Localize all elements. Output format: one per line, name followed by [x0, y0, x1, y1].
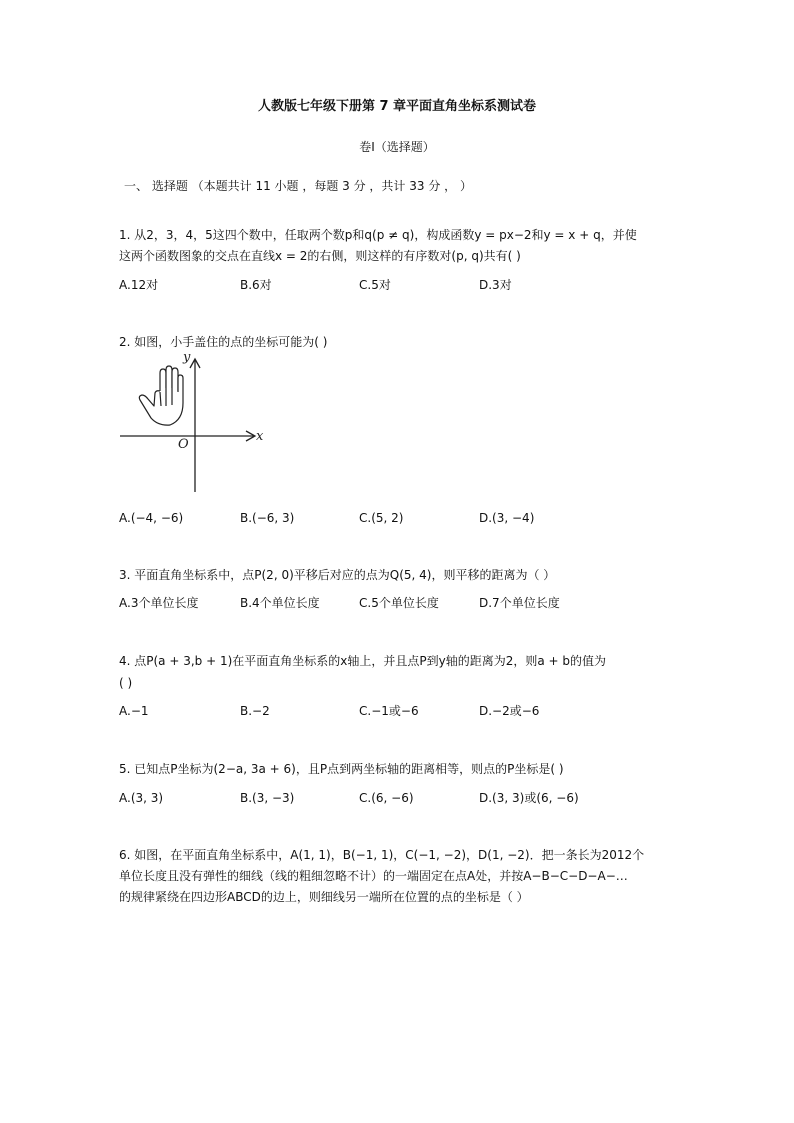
page-title: 人教版七年级下册第 7 章平面直角坐标系测试卷	[257, 99, 537, 114]
question-text-line: 1. 从2，3，4，5这四个数中，任取两个数p和q(p ≠ q)，构成函数y = px−2和y = x + q，并使	[119, 228, 637, 242]
question-text-line: 这两个函数图象的交点在直线x = 2的右侧，则这样的有序数对(p, q)共有( )	[119, 249, 521, 263]
hand-icon	[139, 366, 183, 425]
question-text-line: 单位长度且没有弹性的细线（线的粗细忽略不计）的一端固定在点A处，并按A−B−C−D−A−…	[119, 869, 628, 883]
option-a: A.3个单位长度	[119, 596, 199, 610]
y-axis-label: y	[183, 350, 191, 365]
option-a: A.12对	[119, 278, 159, 292]
option-b: B.(−6, 3)	[240, 511, 295, 525]
option-a: A.(−4, −6)	[119, 511, 184, 525]
question-text-line: 5. 已知点P坐标为(2−a, 3a + 6)，且P点到两坐标轴的距离相等，则点的P坐标是( )	[119, 762, 564, 776]
section-heading: 一、 选择题 （本题共计 11 小题 ，每题 3 分 ，共计 33 分 ， ）	[124, 179, 472, 193]
option-c: C.(5, 2)	[359, 511, 404, 525]
option-c: C.5对	[359, 278, 391, 292]
option-d: D.(3, −4)	[479, 511, 535, 525]
coordinate-figure	[118, 348, 268, 498]
option-b: B.(3, −3)	[240, 791, 295, 805]
question-text-line: 2. 如图，小手盖住的点的坐标可能为( )	[119, 335, 328, 349]
page-subtitle: 卷Ⅰ（选择题）	[359, 140, 435, 154]
question-text-line: 6. 如图，在平面直角坐标系中，A(1, 1)，B(−1, 1)，C(−1, −2)，D(1, −2)．把一条长为2012个	[119, 848, 645, 862]
option-b: B.6对	[240, 278, 272, 292]
question-text-line: 3. 平面直角坐标系中，点P(2, 0)平移后对应的点为Q(5, 4)，则平移的距离为（ ）	[119, 568, 556, 582]
option-b: B.4个单位长度	[240, 596, 320, 610]
option-d: D.(3, 3)或(6, −6)	[479, 791, 579, 805]
option-d: D.3对	[479, 278, 512, 292]
question-text-line: 的规律紧绕在四边形ABCD的边上，则细线另一端所在位置的点的坐标是（ ）	[119, 890, 529, 904]
question-text-line: 4. 点P(a + 3,b + 1)在平面直角坐标系的x轴上，并且点P到y轴的距离为2，则a + b的值为	[119, 654, 607, 668]
option-b: B.−2	[240, 704, 270, 718]
option-a: A.(3, 3)	[119, 791, 164, 805]
option-a: A.−1	[119, 704, 149, 718]
option-c: C.(6, −6)	[359, 791, 414, 805]
origin-label: O	[178, 437, 189, 452]
option-d: D.7个单位长度	[479, 596, 560, 610]
question-text-line: ( )	[119, 676, 133, 690]
x-axis-label: x	[256, 429, 264, 444]
option-d: D.−2或−6	[479, 704, 540, 718]
option-c: C.5个单位长度	[359, 596, 439, 610]
option-c: C.−1或−6	[359, 704, 419, 718]
